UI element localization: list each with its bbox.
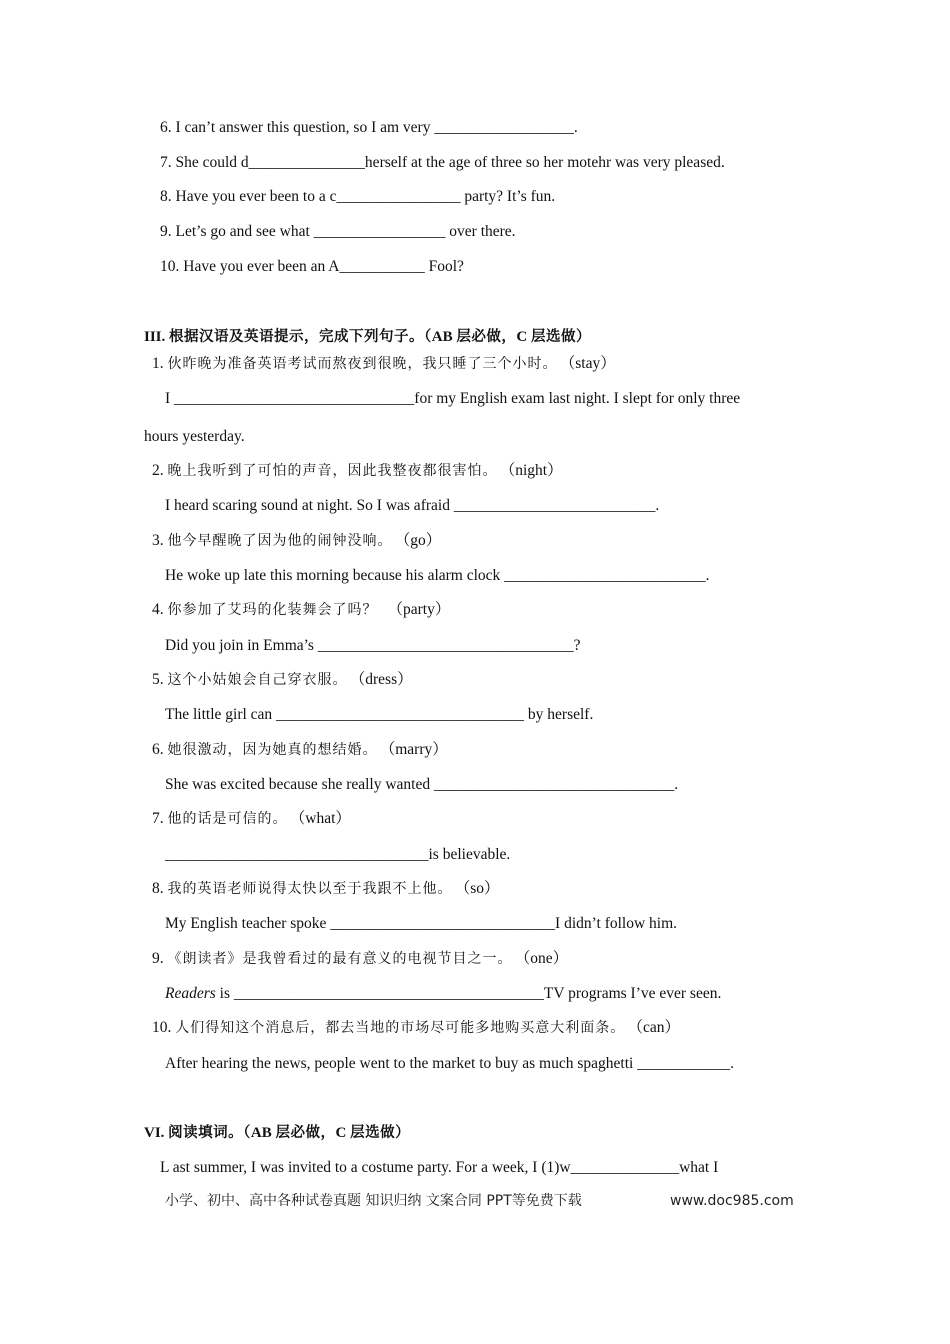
s3-item-2-prompt: 2. 晚上我听到了可怕的声音，因此我整夜都很害怕。 （night）: [152, 462, 563, 479]
part2-item-8: 8. Have you ever been to a c________________ party? It’s fun.: [160, 188, 556, 205]
s3-item-10-answer: After hearing the news, people went to the market to buy as much spaghetti ____________.: [165, 1055, 735, 1072]
part2-item-6: 6. I can’t answer this question, so I am very __________________.: [160, 119, 578, 136]
s3-item-7-answer: __________________________________is believable.: [165, 846, 511, 863]
s3-item-1-answer-cont: hours yesterday.: [144, 428, 245, 445]
s3-item-4-answer: Did you join in Emma’s _________________________________?: [165, 637, 581, 654]
s3-item-8-prompt: 8. 我的英语老师说得太快以至于我跟不上他。 （so）: [152, 880, 500, 897]
s3-item-1-answer: I _______________________________for my English exam last night. I slept for only three: [165, 390, 741, 407]
s3-item-3-prompt: 3. 他今早醒晚了因为他的闹钟没响。 （go）: [152, 532, 442, 549]
s3-item-8-answer: My English teacher spoke _____________________________I didn’t follow him.: [165, 915, 678, 932]
part2-item-10: 10. Have you ever been an A___________ Fool?: [160, 258, 464, 275]
s3-item-1-prompt: 1. 伙昨晚为准备英语考试而熬夜到很晚，我只睡了三个小时。 （stay）: [152, 355, 616, 372]
part2-item-9: 9. Let’s go and see what _________________ over there.: [160, 223, 516, 240]
s3-item-7-prompt: 7. 他的话是可信的。 （what）: [152, 810, 351, 827]
s3-item-4-prompt: 4. 你参加了艾玛的化装舞会了吗？ （party）: [152, 601, 451, 618]
s3-item-10-prompt: 10. 人们得知这个消息后，都去当地的市场尽可能多地购买意大利面条。 （can）: [152, 1019, 681, 1036]
part2-item-7: 7. She could d_______________herself at the age of three so her motehr was very pleased.: [160, 154, 725, 171]
s3-item-9-answer: Readers is ________________________________________TV programs I’ve ever seen.: [165, 985, 722, 1002]
section6-passage: L ast summer, I was invited to a costume party. For a week, I (1)w______________what I: [160, 1159, 719, 1176]
section3-heading: III. 根据汉语及英语提示，完成下列句子。（AB 层必做，C 层选做）: [144, 329, 591, 345]
s3-item-6-prompt: 6. 她很激动，因为她真的想结婚。 （marry）: [152, 741, 448, 758]
s3-item-5-answer: The little girl can ________________________________ by herself.: [165, 706, 594, 723]
s3-item-3-answer: He woke up late this morning because his alarm clock __________________________.: [165, 567, 710, 584]
s3-item-6-answer: She was excited because she really wanted _______________________________.: [165, 776, 679, 793]
section6-heading: VI. 阅读填词。（AB 层必做，C 层选做）: [144, 1125, 411, 1141]
s3-item-5-prompt: 5. 这个小姑娘会自己穿衣服。 （dress）: [152, 671, 413, 688]
s3-item-9-prompt: 9. 《朗读者》是我曾看过的最有意义的电视节目之一。 （one）: [152, 950, 569, 967]
footer-url[interactable]: www.doc985.com: [670, 1193, 794, 1209]
s3-item-2-answer: I heard scaring sound at night. So I was afraid __________________________.: [165, 497, 660, 514]
footer-text: 小学、初中、高中各种试卷真题 知识归纳 文案合同 PPT等免费下载: [165, 1193, 582, 1209]
